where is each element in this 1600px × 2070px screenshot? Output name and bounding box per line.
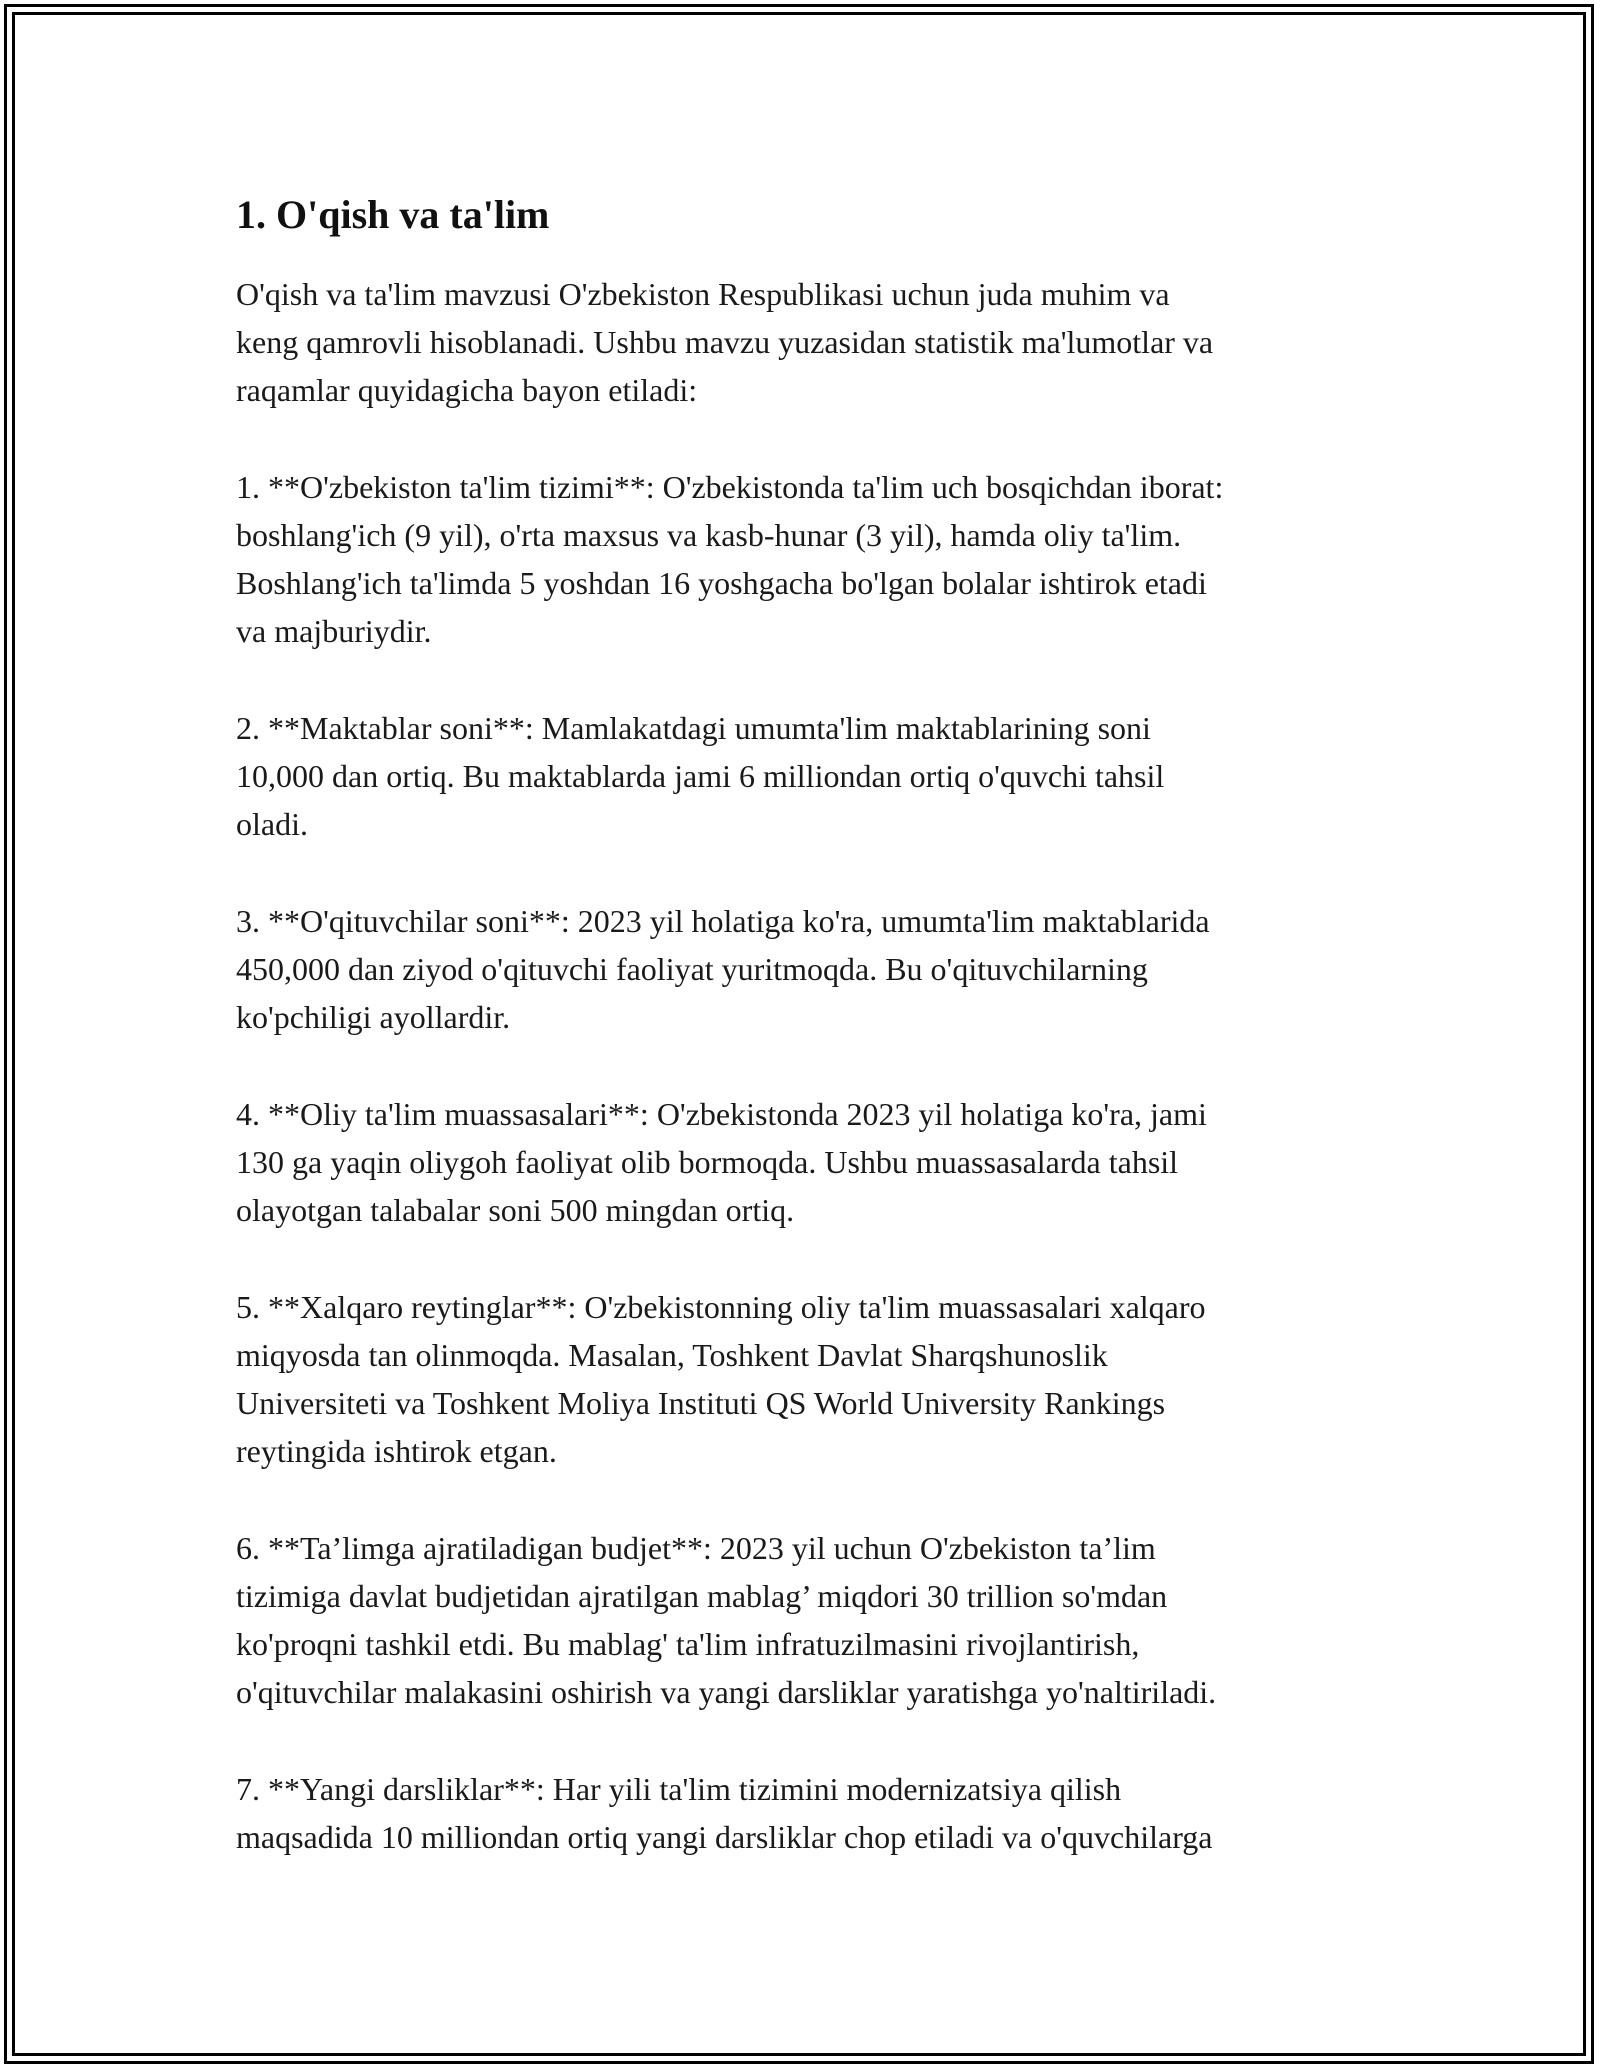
text-line: 4. **Oliy ta'lim muassasalari**: O'zbekistonda 2023 yil holatiga ko'ra, jami — [236, 1096, 1207, 1132]
text-line: olayotgan talabalar soni 500 mingdan ortiq. — [236, 1192, 795, 1228]
text-line: 5. **Xalqaro reytinglar**: O'zbekistonning oliy ta'lim muassasalari xalqaro — [236, 1289, 1206, 1325]
text-line: reytingida ishtirok etgan. — [236, 1433, 557, 1469]
text-line: Boshlang'ich ta'limda 5 yoshdan 16 yoshgacha bo'lgan bolalar ishtirok etadi — [236, 565, 1207, 601]
text-line: ko'proqni tashkil etdi. Bu mablag' ta'lim infratuzilmasini rivojlantirish, — [236, 1626, 1140, 1662]
text-line: 7. **Yangi darsliklar**: Har yili ta'lim tizimini modernizatsiya qilish — [236, 1771, 1122, 1807]
list-item-higher-education — [236, 1090, 1386, 1234]
text-line: miqyosda tan olinmoqda. Masalan, Toshkent Davlat Sharqshunoslik — [236, 1337, 1108, 1373]
intro-paragraph — [236, 270, 1386, 414]
text-line: keng qamrovli hisoblanadi. Ushbu mavzu yuzasidan statistik ma'lumotlar va — [236, 324, 1214, 360]
list-item-new-textbooks — [236, 1765, 1386, 1861]
list-item-schools-count — [236, 704, 1386, 848]
text-line: 1. **O'zbekiston ta'lim tizimi**: O'zbekistonda ta'lim uch bosqichdan iborat: — [236, 469, 1224, 505]
text-line: O'qish va ta'lim mavzusi O'zbekiston Respublikasi uchun juda muhim va — [236, 276, 1170, 312]
text-line: o'qituvchilar malakasini oshirish va yangi darsliklar yaratishga yo'naltiriladi. — [236, 1674, 1217, 1710]
text-line: ko'pchiligi ayollardir. — [236, 999, 511, 1035]
text-line: 10,000 dan ortiq. Bu maktablarda jami 6 milliondan ortiq o'quvchi tahsil — [236, 758, 1165, 794]
text-line: boshlang'ich (9 yil), o'rta maxsus va kasb-hunar (3 yil), hamda oliy ta'lim. — [236, 517, 1182, 553]
text-line: 2. **Maktablar soni**: Mamlakatdagi umumta'lim maktablarining soni — [236, 710, 1151, 746]
text-line: va majburiydir. — [236, 613, 432, 649]
text-line: tizimiga davlat budjetidan ajratilgan mablag’ miqdori 30 trillion so'mdan — [236, 1578, 1168, 1614]
text-line: maqsadida 10 milliondan ortiq yangi darsliklar chop etiladi va o'quvchilarga — [236, 1819, 1213, 1855]
text-line: raqamlar quyidagicha bayon etiladi: — [236, 372, 698, 408]
text-line: oladi. — [236, 806, 308, 842]
text-line: 450,000 dan ziyod o'qituvchi faoliyat yuritmoqda. Bu o'qituvchilarning — [236, 951, 1148, 987]
list-item-education-system — [236, 463, 1386, 655]
list-item-teachers-count — [236, 897, 1386, 1041]
text-line: 6. **Ta’limga ajratiladigan budjet**: 2023 yil uchun O'zbekiston ta’lim — [236, 1530, 1156, 1566]
text-line: 130 ga yaqin oliygoh faoliyat olib bormoqda. Ushbu muassasalarda tahsil — [236, 1144, 1179, 1180]
text-line: Universiteti va Toshkent Moliya Instituti QS World University Rankings — [236, 1385, 1166, 1421]
section-heading: 1. O'qish va ta'lim — [236, 192, 550, 237]
list-item-education-budget — [236, 1524, 1386, 1716]
document-body — [236, 186, 1386, 1861]
text-line: 3. **O'qituvchilar soni**: 2023 yil holatiga ko'ra, umumta'lim maktablarida — [236, 903, 1210, 939]
list-item-international-rankings — [236, 1283, 1386, 1475]
